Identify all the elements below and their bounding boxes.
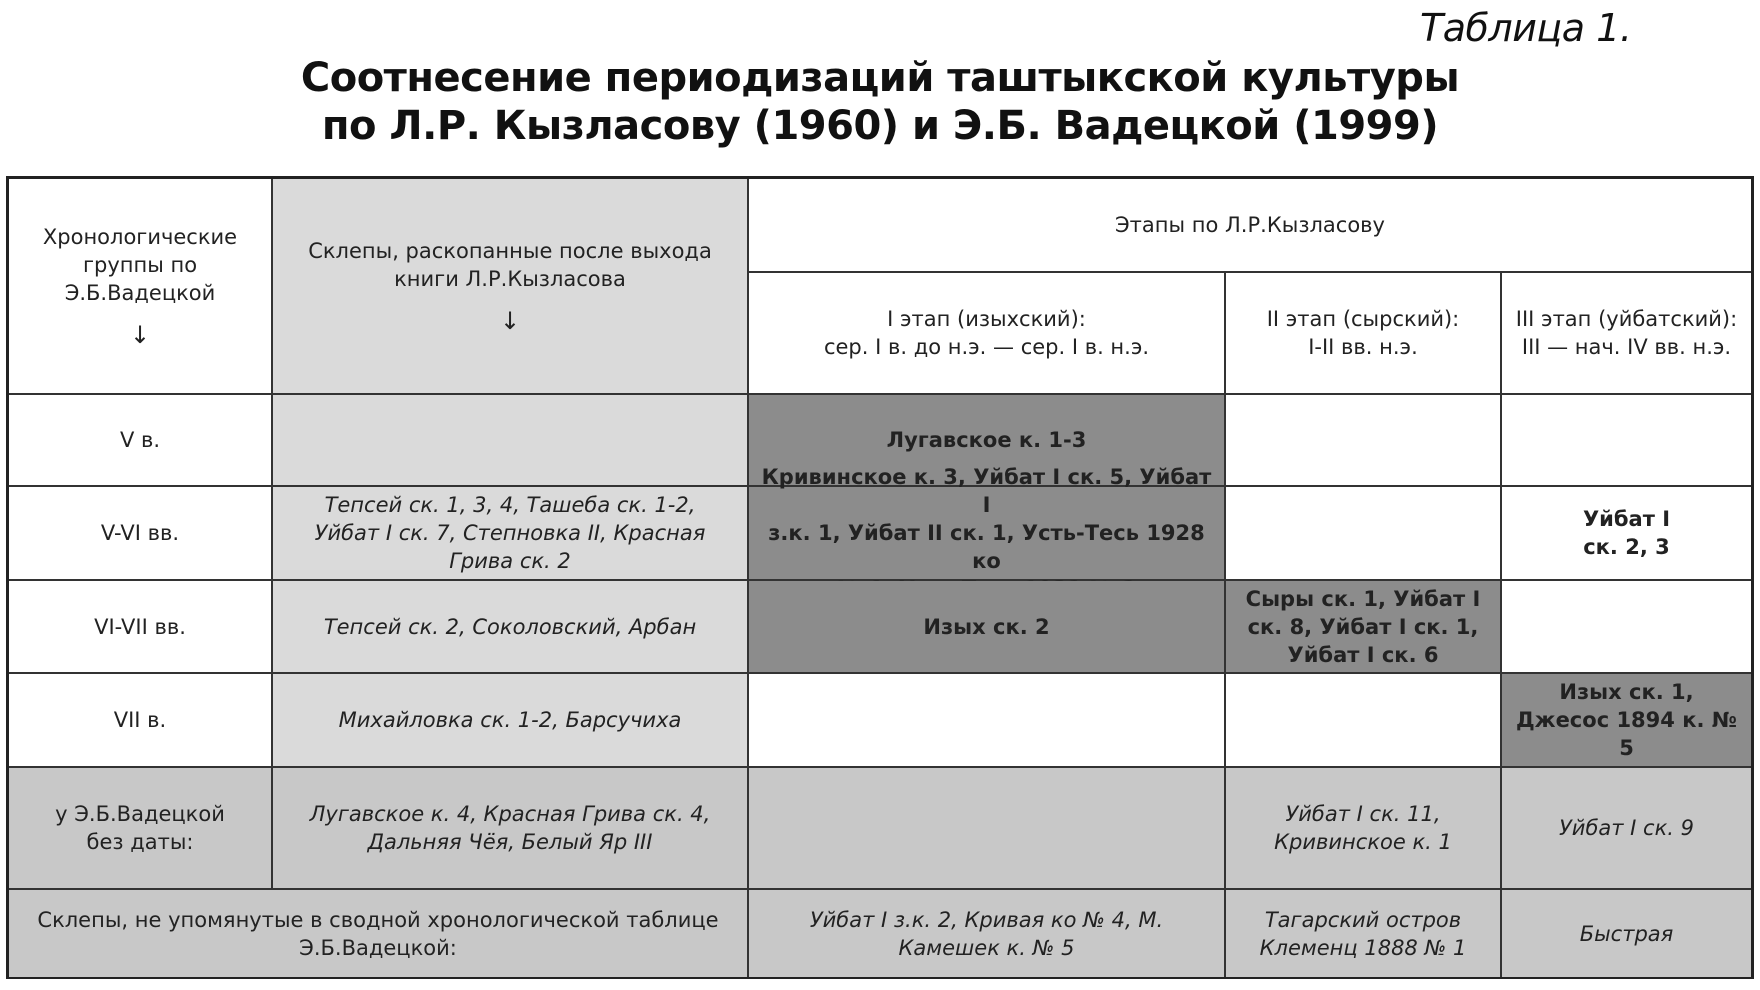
stage-3-cell-empty <box>1502 581 1751 674</box>
header-stage-3 <box>1502 273 1751 395</box>
crypts-line: Грива ск. 2 <box>449 549 571 573</box>
stage-2-cell-empty <box>1226 395 1502 487</box>
crypts-cell-empty <box>273 395 749 487</box>
stage-1-line-2: сер. I в. до н.э. — сер. I в. н.э. <box>823 335 1150 359</box>
stage-3-line-2: III — нач. IV вв. н.э. <box>1521 335 1732 359</box>
table-number-label: Таблица 1. <box>1420 6 1632 50</box>
footer-label-line: Склепы, не упомянутые в сводной хронологической таблице <box>37 907 719 932</box>
footer-stage-1-line: Уйбат I з.к. 2, Кривая ко № 4, М. <box>809 907 1164 932</box>
row-group-cell <box>9 581 273 674</box>
stage-2-line-1: II этап (сырский): <box>1266 307 1460 331</box>
stage-1-value: Изых ск. 2 <box>923 614 1050 639</box>
stage-2-line-2: I-II вв. н.э. <box>1308 335 1418 359</box>
arrow-down-icon: ↓ <box>129 321 151 349</box>
crypts-line: Тепсей ск. 2, Соколовский, Арбан <box>323 614 697 639</box>
crypts-cell <box>273 487 749 581</box>
stage-2-cell-empty <box>1226 487 1502 581</box>
stage-2-cell-empty <box>1226 674 1502 768</box>
footer-stage-3-value: Быстрая <box>1579 921 1674 946</box>
footer-stage-2-cell <box>1226 890 1502 977</box>
stage-3-line: ск. 2, 3 <box>1583 535 1670 559</box>
stage-2-line: Уйбат I ск. 11, <box>1285 802 1441 826</box>
stage-2-line: Сыры ск. 1, Уйбат I <box>1245 586 1481 611</box>
stage-1-line-1: I этап (изыхский): <box>887 307 1086 331</box>
crypts-line: Дальняя Чёя, Белый Яр III <box>367 830 653 854</box>
stage-1-line: Кривинское к. 3, Уйбат I ск. 5, Уйбат I <box>761 465 1212 517</box>
footer-stage-2-line: Клеменц 1888 № 1 <box>1259 935 1467 960</box>
group-line: без даты: <box>86 830 194 854</box>
crypts-cell <box>273 674 749 768</box>
row-group-cell <box>9 395 273 487</box>
stage-3-line: Изых ск. 1, <box>1559 680 1694 704</box>
header-groups-line-2: группы по Э.Б.Вадецкой <box>64 253 216 305</box>
header-chronological-groups <box>9 179 273 395</box>
stage-3-value: Уйбат I ск. 9 <box>1559 816 1694 840</box>
stage-1-cell <box>749 581 1226 674</box>
crypts-cell <box>273 581 749 674</box>
stage-3-cell <box>1502 487 1751 581</box>
stage-2-line: ск. 8, Уйбат I ск. 1, <box>1247 614 1479 639</box>
footer-stage-2-line: Тагарский остров <box>1264 907 1462 932</box>
header-stage-2 <box>1226 273 1502 395</box>
group-label: VII в. <box>113 708 167 732</box>
row-group-cell <box>9 487 273 581</box>
stage-3-cell-empty <box>1502 395 1751 487</box>
stage-2-line: Кривинское к. 1 <box>1274 830 1452 854</box>
stage-3-line: Уйбат I <box>1582 507 1671 531</box>
group-label: V-VI вв. <box>100 521 180 545</box>
row-group-cell <box>9 768 273 890</box>
footer-stage-1-cell <box>749 890 1226 977</box>
crypts-line: Лугавское к. 4, Красная Грива ск. 4, <box>309 802 711 826</box>
stage-3-line: Джесос 1894 к. № 5 <box>1515 708 1738 760</box>
stage-1-cell-empty <box>749 768 1226 890</box>
group-label: V в. <box>119 428 161 452</box>
header-crypts-excavated <box>273 179 749 395</box>
stage-1-cell-empty <box>749 674 1226 768</box>
arrow-down-icon: ↓ <box>499 307 521 335</box>
group-label: VI-VII вв. <box>94 614 186 639</box>
stage-3-line-1: III этап (уйбатский): <box>1515 307 1738 331</box>
footer-label-cell <box>9 890 749 977</box>
footer-label-line: Э.Б.Вадецкой: <box>299 935 457 960</box>
title-line-1: Соотнесение периодизаций таштыкской культуры <box>300 55 1460 101</box>
header-stages-label: Этапы по Л.Р.Кызласову <box>1115 213 1385 237</box>
stage-1-value: Лугавское к. 1-3 <box>886 428 1087 452</box>
title-line-2: по Л.Р. Кызласову (1960) и Э.Б. Вадецкой (1999) <box>321 103 1439 149</box>
row-group-cell <box>9 674 273 768</box>
footer-stage-3-cell <box>1502 890 1751 977</box>
stage-1-line: з.к. 1, Уйбат II ск. 1, Усть-Тесь 1928 ко <box>768 521 1205 573</box>
header-crypts-line-2: книги Л.Р.Кызласова <box>394 267 626 291</box>
periodization-table <box>6 176 1754 979</box>
crypts-line: Михайловка ск. 1-2, Барсучиха <box>338 708 682 732</box>
stage-3-cell <box>1502 674 1751 768</box>
crypts-line: Тепсей ск. 1, 3, 4, Ташеба ск. 1-2, <box>324 493 696 517</box>
header-stages <box>749 179 1751 273</box>
stage-2-line: Уйбат I ск. 6 <box>1287 642 1439 667</box>
footer-stage-1-line: Камешек к. № 5 <box>898 935 1075 960</box>
stage-2-cell <box>1226 768 1502 890</box>
header-stage-1 <box>749 273 1226 395</box>
crypts-line: Уйбат I ск. 7, Степновка II, Красная <box>314 521 706 545</box>
stage-2-cell <box>1226 581 1502 674</box>
crypts-cell <box>273 768 749 890</box>
header-groups-line-1: Хронологические <box>42 225 238 249</box>
stage-3-cell <box>1502 768 1751 890</box>
stage-1-cell <box>749 465 1226 581</box>
page-title <box>0 54 1760 150</box>
group-line: у Э.Б.Вадецкой <box>55 802 225 826</box>
header-crypts-line-1: Склепы, раскопанные после выхода <box>308 239 712 263</box>
